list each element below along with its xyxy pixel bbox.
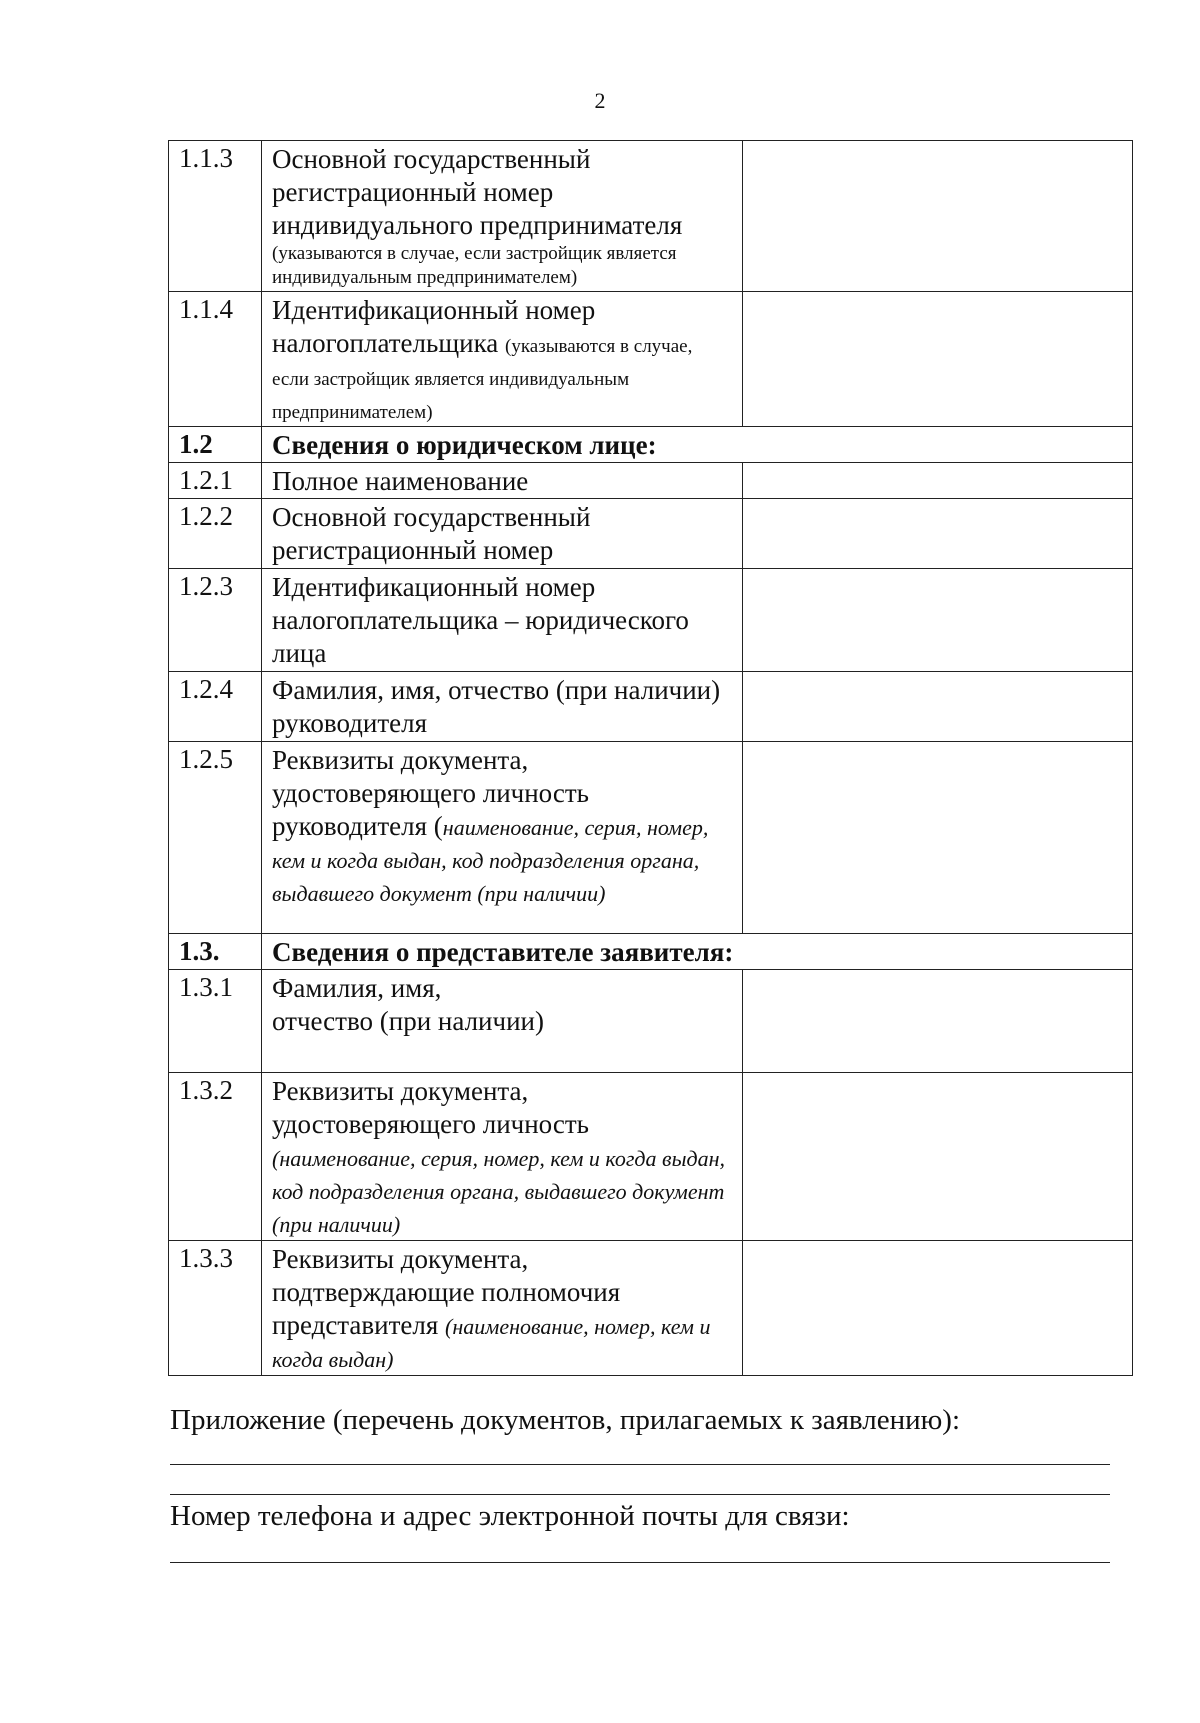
row-text: отчество (при наличии) (272, 1006, 544, 1036)
row-description (262, 141, 743, 292)
row-text: представителя (272, 1310, 439, 1340)
row-number: 1.2.1 (169, 463, 262, 499)
row-number: 1.3.2 (169, 1073, 262, 1241)
row-description: Основной государственный регистрационный номер (262, 499, 743, 569)
contact-blank-line[interactable] (170, 1562, 1110, 1563)
row-number: 1.3.1 (169, 970, 262, 1073)
row-text: руководителя ( (272, 811, 443, 841)
application-form-table (168, 140, 1133, 1376)
row-number: 1.1.3 (169, 141, 262, 292)
value-cell[interactable] (743, 970, 1133, 1073)
row-number: 1.3.3 (169, 1241, 262, 1376)
row-description: Идентификационный номер налогоплательщика – юридического лица (262, 569, 743, 672)
row-text: Фамилия, имя, (272, 973, 442, 1003)
section-title: Сведения о представителе заявителя: (262, 934, 1133, 970)
row-note: наименование, серия, номер, кем и когда выдан, код подразделения органа, выдавшего документ (при наличии) (272, 815, 709, 906)
table-row (169, 499, 1133, 569)
row-description: Фамилия, имя, отчество (при наличии) руководителя (262, 672, 743, 742)
page-number: 2 (594, 88, 606, 113)
value-cell[interactable] (743, 141, 1133, 292)
appendix-blank-line-2[interactable] (170, 1494, 1110, 1495)
value-cell[interactable] (743, 742, 1133, 934)
row-note: (указываются в случае, если застройщик является индивидуальным предпринимателем) (272, 243, 677, 288)
row-text: Реквизиты документа, подтверждающие полномочия (272, 1244, 621, 1307)
value-cell[interactable] (743, 499, 1133, 569)
table-row (169, 141, 1133, 292)
row-number: 1.2.2 (169, 499, 262, 569)
row-number: 1.2.3 (169, 569, 262, 672)
table-row (169, 672, 1133, 742)
contact-label: Номер телефона и адрес электронной почты для связи: (170, 1500, 850, 1532)
section-header-row (169, 934, 1133, 970)
row-text: Основной государственный регистрационный номер индивидуального предпринимателя (272, 144, 683, 240)
table-row (169, 292, 1133, 427)
row-description (262, 1073, 743, 1241)
value-cell[interactable] (743, 292, 1133, 427)
section-number: 1.2 (169, 427, 262, 463)
row-number: 1.2.5 (169, 742, 262, 934)
row-text: налогоплательщика (272, 328, 499, 358)
row-description (262, 292, 743, 427)
table-row (169, 1241, 1133, 1376)
value-cell[interactable] (743, 1073, 1133, 1241)
table-row (169, 742, 1133, 934)
value-cell[interactable] (743, 672, 1133, 742)
row-description: Полное наименование (262, 463, 743, 499)
row-number: 1.1.4 (169, 292, 262, 427)
table-row (169, 569, 1133, 672)
table-row (169, 1073, 1133, 1241)
row-text: Реквизиты документа, удостоверяющего личность (272, 1076, 589, 1139)
row-note: (указываются в случае, если застройщик является индивидуальным предпринимателем) (272, 336, 693, 423)
row-description (262, 1241, 743, 1376)
appendix-blank-line-1[interactable] (170, 1464, 1110, 1465)
row-description (262, 742, 743, 934)
section-header-row (169, 427, 1133, 463)
table-row (169, 463, 1133, 499)
section-title: Сведения о юридическом лице: (262, 427, 1133, 463)
row-note: (наименование, серия, номер, кем и когда выдан, код подразделения органа, выдавшего документ (при наличии) (272, 1146, 726, 1237)
value-cell[interactable] (743, 1241, 1133, 1376)
value-cell[interactable] (743, 463, 1133, 499)
row-note: (наименование, номер, кем и когда выдан) (272, 1314, 711, 1372)
row-number: 1.2.4 (169, 672, 262, 742)
table-row (169, 970, 1133, 1073)
row-text: Идентификационный номер (272, 295, 596, 325)
appendix-label: Приложение (перечень документов, прилагаемых к заявлению): (170, 1404, 961, 1436)
value-cell[interactable] (743, 569, 1133, 672)
section-number: 1.3. (169, 934, 262, 970)
row-description (262, 970, 743, 1073)
row-text: Реквизиты документа, удостоверяющего личность (272, 745, 589, 808)
